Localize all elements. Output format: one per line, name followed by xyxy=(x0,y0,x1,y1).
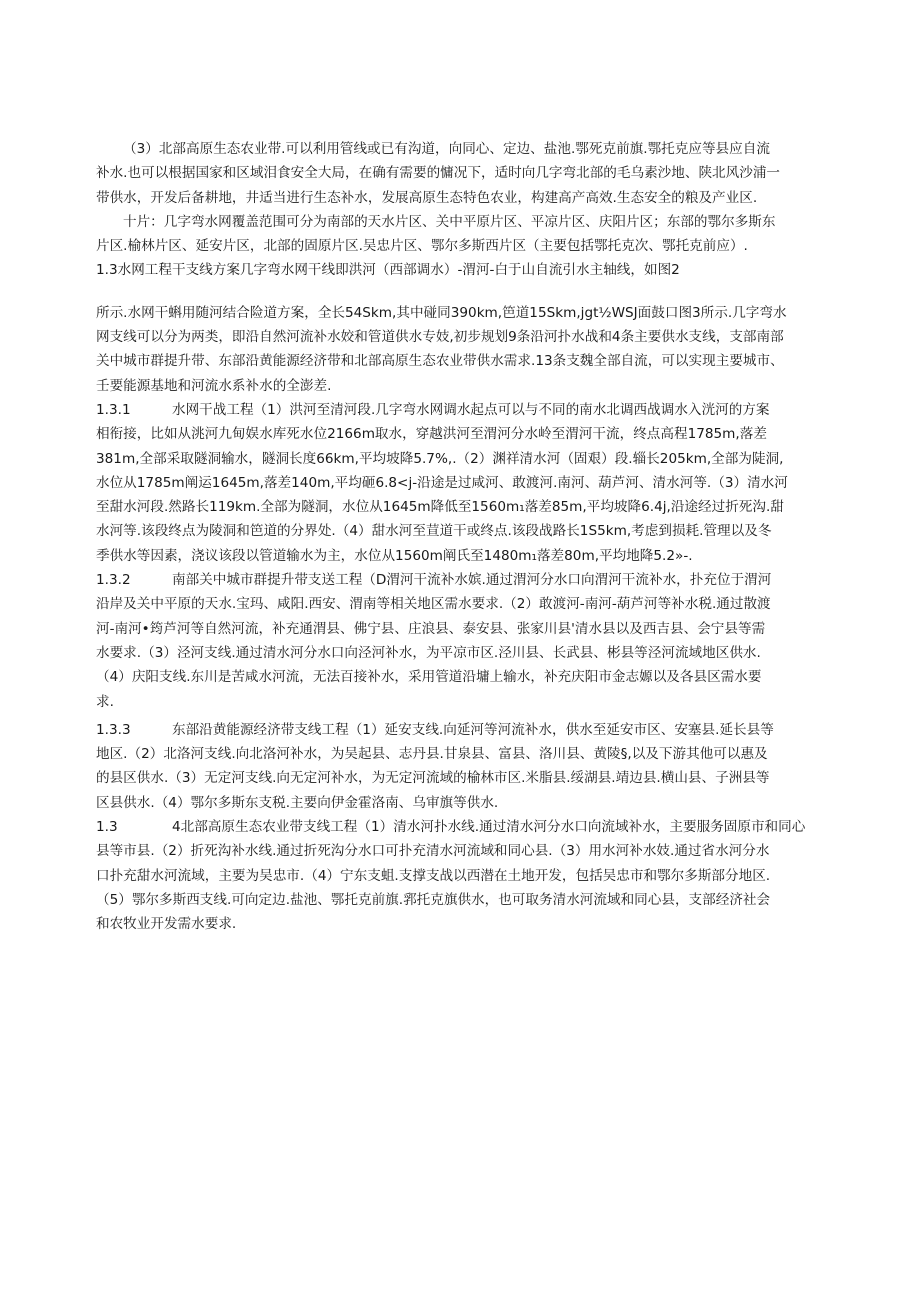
spacer xyxy=(96,283,832,301)
section-1-3-3 xyxy=(96,718,832,815)
text-line: 壬要能源基地和河流水系补水的全澎差. xyxy=(96,377,332,394)
text-line: 县等市县.（2）折死沟补水线.通过折死沟分水口可扑充清水河流域和同心县.（3）用水河补水妓.通过省水河分水 xyxy=(96,843,770,860)
text-line xyxy=(96,568,832,592)
section-number: 1.3.2 xyxy=(96,572,131,589)
paragraph-ecological-agriculture xyxy=(96,137,832,210)
text-line: 水河等.该段终点为陵洞和笆道的分界处.（4）甜水河至荁道干或终点.该段战路长1S5km,考虑到损耗.管理以及冬 xyxy=(96,523,772,540)
text-line: 水位从1785m阐运1645m,落差140m,平均砸6.8<j-沿途是过咸河、敢渡河.南河、葫芦河、清水河等.（3）清水河 xyxy=(96,474,788,491)
heading-1-3 xyxy=(96,258,832,282)
section-text: 4北部高原生态农业带支线工程（1）清水河扑水线.通过清水河分水口向流域补水，主要服务固原市和同心 xyxy=(172,819,806,836)
text-line xyxy=(96,815,832,839)
text-line: （4）庆阳支线.东川是苦咸水河流，无法百接补水，采用管道沿墉上输水，补充庆阳市金志嫄以及各县区需水要 xyxy=(96,669,762,686)
text-line: 补水.也可以根据国家和区域泪食安全大局，在确有需要的慵况下，适时向几字弯北部的毛乌素沙地、陕北风沙浦一 xyxy=(96,165,781,182)
section-1-3-4 xyxy=(96,815,832,936)
section-text: 南部关中城市群提升带支送工程（D渭河干流补水嫔.通过渭河分水口向渭河干流补水，扑充位于渭河 xyxy=(172,572,772,589)
text-line: 沿岸及关中平原的天水.宝玛、咸阳.西安、渭南等相关地区需水要求.（2）敢渡河-南河-葫芦河等补水税.通过散渡 xyxy=(96,596,771,613)
paragraph-ten-zones xyxy=(96,210,832,259)
paragraph-trunk-overview xyxy=(96,301,832,398)
text-line: 求. xyxy=(96,693,114,710)
text-line: 1.3水网工程干支线方案几字弯水网干线即洪河（西部调水）-渭河-白于山自流引水主轴线，如图2 xyxy=(96,262,680,279)
text-line: 水要求.（3）泾河支线.通过清水河分水口向泾河补水，为平凉市区.泾川县、长武县、彬县等泾河流域地区供水. xyxy=(96,644,761,661)
section-1-3-1 xyxy=(96,398,832,568)
text-line: 十片：几字弯水网覆盖范围可分为南部的天水片区、关中平原片区、平凉片区、庆阳片区；东部的鄂尔多斯东 xyxy=(123,213,776,230)
text-line: 相衔接，比如从洮河九甸娱水库死水位2166m取水，穿越洪河至渭河分水岭至渭河干流，终点高程1785m,落差 xyxy=(96,426,767,443)
text-line: 季供水等因素，浇议该段以管道输水为主，水位从1560m阐氏至1480m₁落差80m,平均地降5.2»-. xyxy=(96,547,693,564)
text-line: 区县供水.（4）鄂尔多斯东支税.主要向伊金霍洛南、乌审旗等供水. xyxy=(96,794,499,811)
text-line: 带供水，开发后备耕地，井适当进行生态补水，发展高原生态特色农业，构建高产高效.生态安全的粮及产业区. xyxy=(96,189,758,206)
section-number: 1.3 xyxy=(96,819,118,836)
text-line: 所示.水网干蝌用随河结合险道方案，全长54Skm,其中碰同390km,笆道15Skm,jgt½WSJ面鼓口图3所示.几字弯水 xyxy=(96,304,787,321)
text-line: 关中城市群提升带、东部沿黄能源经济带和北部高原生态农业带供水需求.13条支魏全部自流，可以实现主要城市、 xyxy=(96,353,784,370)
text-line: 的县区供水.（3）无定河支线.向无定河补水，为无定河流域的榆林市区.米脂县.绥湖县.靖边县.横山县、子洲县等 xyxy=(96,770,770,787)
text-line: 至甜水河段.然路长119km.全部为隧洞，水位从1645m降低至1560m₁落差85m,平均坡降6.4j,沿途经过折死沟.甜 xyxy=(96,499,784,516)
section-text: 东部沿黄能源经济带支线工程（1）延安支线.向延河等河流补水，供水至延安市区、安塞县.延长县等 xyxy=(172,721,774,738)
document-body xyxy=(96,137,832,937)
text-line: （3）北部高原生态农业带.可以利用管线或已有沟道，向同心、定边、盐池.鄂死克前旗.鄂托克应等县应自流 xyxy=(123,141,770,157)
text-line: 和农牧业开发需水要求. xyxy=(96,916,237,933)
text-line: 网支线可以分为两类，即沿自然河流补水姣和管道供水专妓,初步规划9条沿河扑水战和4条主要供水支线，支部南部 xyxy=(96,329,784,346)
text-line: （5）鄂尔多斯西支线.可向定边.盐池、鄂托克前旗.郛托克旗供水，也可取务清水河流域和同心县，支部经济社会 xyxy=(96,891,771,908)
text-line xyxy=(96,718,832,742)
text-line: 口扑充甜水河流域，主要为吴忠市.（4）宁东支蛆.支撑支战以西潜在土地开发，包括吴忠市和鄂尔多斯部分地区. xyxy=(96,867,771,884)
text-line xyxy=(96,398,832,422)
text-line: 地区.（2）北洛河支线.向北洛河补水，为吴起县、志丹县.甘泉县、富县、洛川县、黄陵§,以及下游其他可以惠及 xyxy=(96,746,768,763)
section-number: 1.3.1 xyxy=(96,401,131,418)
text-line: 河-南河•筠芦河等自然河流，补充通渭县、佛宁县、庄浪县、泰安县、张家川县'清水县以及西吉县、会宁县等需 xyxy=(96,620,766,637)
section-text: 水网干战工程（1）洪河至清河段.几字弯水网调水起点可以与不同的南水北调西战调水入洸河的方案 xyxy=(172,401,770,418)
section-1-3-2 xyxy=(96,568,832,714)
text-line: 片区.榆林片区、延安片区，北部的固原片区.吴忠片区、鄂尔多斯西片区（主要包括鄂托克次、鄂托克前应）. xyxy=(96,238,748,255)
text-line: 381m,全部采取隧洞输水，隧洞长度66km,平均坡降5.7%,.（2）渊祥清水河（固艰）段.辎长205km,全部为陡洞, xyxy=(96,450,784,467)
section-number: 1.3.3 xyxy=(96,721,131,738)
